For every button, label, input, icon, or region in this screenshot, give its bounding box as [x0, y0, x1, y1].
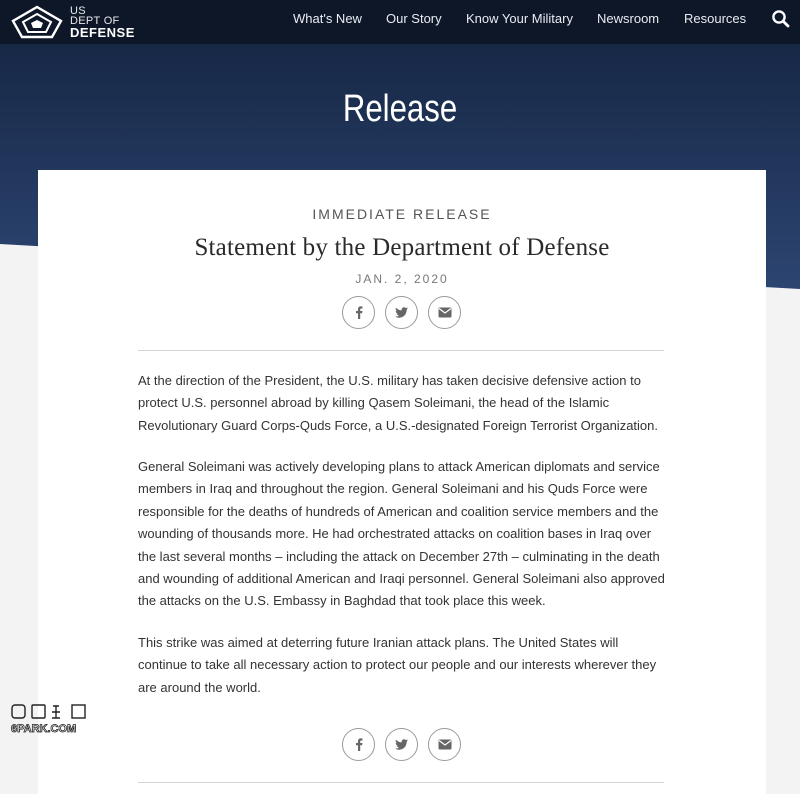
paragraph-3-text: This strike was aimed at deterring future Iranian attack plans. The United States will continue to take all necessary action to protect our people and our interests wherever they are around the world. — [138, 635, 657, 695]
paragraph-2 — [138, 456, 668, 613]
watermark-text: 6PARK.COM — [11, 723, 77, 735]
logo-line-3: DEFENSE — [70, 24, 135, 40]
share-buttons-top — [342, 296, 462, 330]
email-icon — [438, 739, 452, 750]
release-card — [38, 170, 766, 794]
twitter-icon — [395, 739, 408, 750]
paragraph-1 — [138, 370, 668, 437]
main-nav — [0, 0, 800, 44]
share-facebook-button-bottom[interactable] — [342, 728, 375, 761]
top-navbar — [0, 0, 800, 44]
nav-our-story[interactable]: Our Story — [386, 11, 442, 26]
nav-newsroom[interactable]: Newsroom — [597, 11, 660, 26]
nav-whats-new[interactable]: What's New — [293, 11, 362, 26]
facebook-icon — [355, 306, 363, 319]
logo-line-2: DEPT OF — [70, 14, 120, 27]
share-twitter-button-bottom[interactable] — [385, 728, 418, 761]
nav-resources[interactable]: Resources — [684, 11, 747, 26]
paragraph-2-text: General Soleimani was actively developing plans to attack American diplomats and service members in Iraq and throughout the region. General Soleimani and his Quds Force were responsible for the deaths of hundreds of American and coalition service members and the wounding of thousands more. He had orchestrated attacks on coalition bases in Iraq over the last several months – including the attack on December 27th – culminating in the death and wounding of additional American and Iraqi personnel. General Soleimani also approved the attacks on the U.S. Embassy in Baghdad that took place this week. — [138, 459, 665, 609]
divider-top — [138, 350, 664, 351]
share-facebook-button[interactable] — [342, 296, 375, 329]
share-email-button[interactable] — [428, 296, 461, 329]
twitter-icon — [395, 307, 408, 318]
email-icon — [438, 307, 452, 318]
paragraph-1-text: At the direction of the President, the U.S. military has taken decisive defensive action to protect U.S. personnel abroad by killing Qasem Soleimani, the head of the Islamic Revolutionary Guard Corps-Quds Force, a U.S.-designated Foreign Terrorist Organization. — [138, 373, 658, 433]
logo-line-1: US — [70, 4, 86, 17]
share-email-button-bottom[interactable] — [428, 728, 461, 761]
share-twitter-button[interactable] — [385, 296, 418, 329]
site-watermark — [8, 704, 98, 736]
nav-know-your-military[interactable]: Know Your Military — [466, 11, 573, 26]
paragraph-3 — [138, 632, 668, 699]
article-date: JAN. 2, 2020 — [355, 272, 449, 286]
search-icon[interactable] — [771, 9, 791, 29]
release-type-label: IMMEDIATE RELEASE — [312, 206, 492, 222]
article-title: Statement by the Department of Defense — [194, 234, 610, 261]
share-buttons-bottom — [342, 728, 462, 762]
divider-bottom — [138, 782, 664, 783]
facebook-icon — [355, 738, 363, 751]
page-title: Release — [342, 88, 458, 130]
